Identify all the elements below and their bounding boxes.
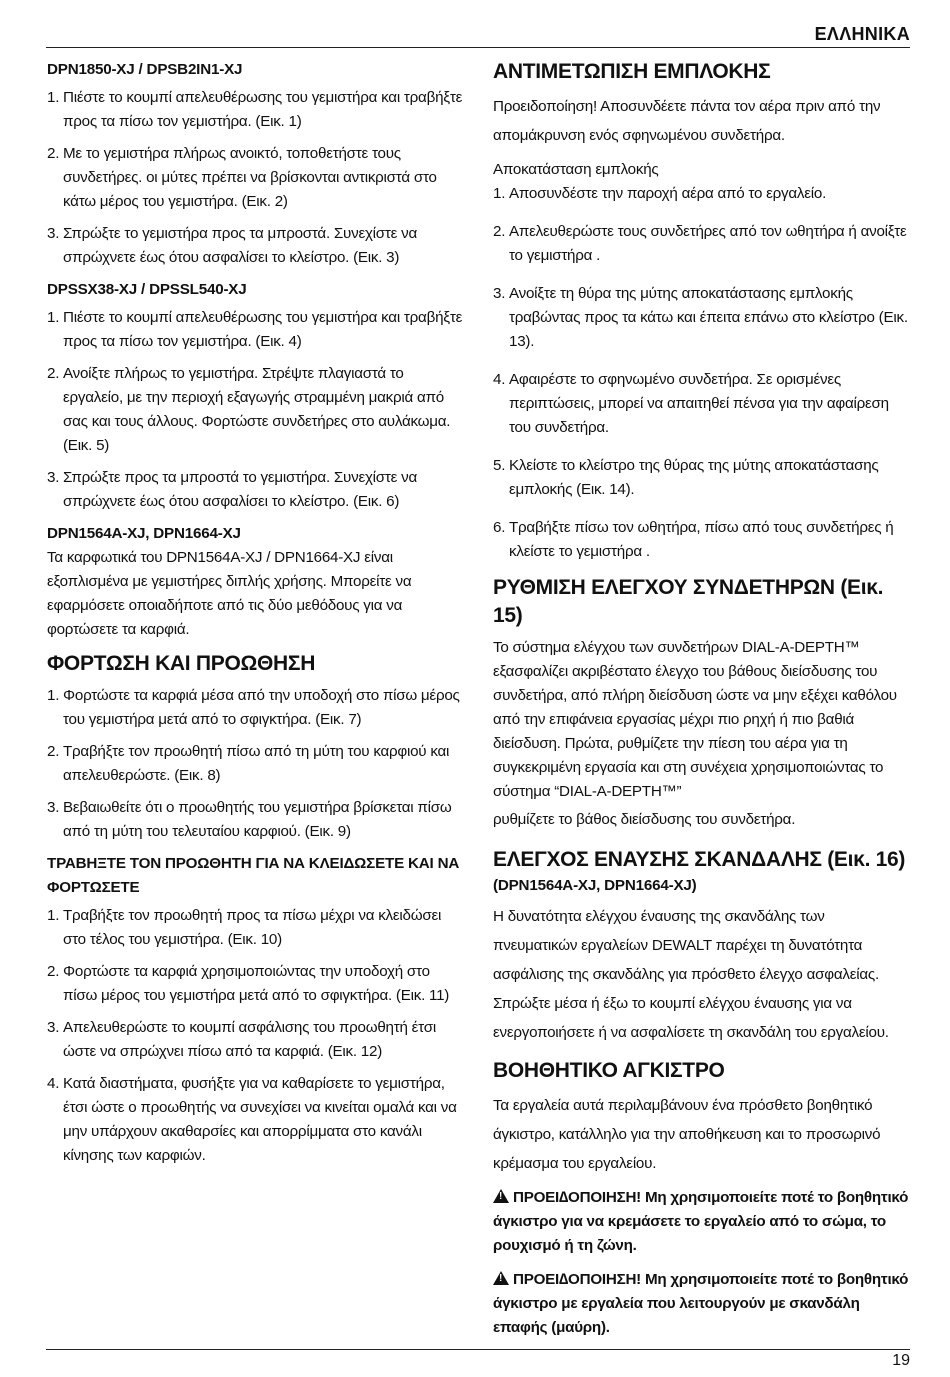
heading-depth-adjust: ΡΥΘΜΙΣΗ ΕΛΕΓΧΟΥ ΣΥΝΔΕΤΗΡΩΝ (Εικ. 15) bbox=[493, 576, 884, 627]
list-item: 2. Φορτώστε τα καρφιά χρησιμοποιώντας την υποδοχή στο πίσω μέρος του γεμιστήρα μετά από το σφιγκτήρα. (Εικ. 11) bbox=[47, 963, 450, 1004]
list-dpssx38 bbox=[47, 306, 465, 514]
paragraph-dpn1564: Τα καρφωτικά του DPN1564A-XJ / DPN1664-XJ είναι εξοπλισμένα με γεμιστήρες διπλής χρήσης. Μπορείτε να εφαρμόσετε οποιαδήποτε από τις δύο μεθόδους για να φορτώσετε τα καρφιά. bbox=[47, 549, 412, 638]
list-item: 3. Ανοίξτε τη θύρα της μύτης αποκατάστασης εμπλοκής τραβώντας προς τα κάτω και έπειτα επάνω στο κλείστρο (Εικ. 13). bbox=[493, 285, 908, 350]
warning-triangle-icon bbox=[493, 1271, 509, 1285]
paragraph-trigger-lock: Η δυνατότητα ελέγχου έναυσης της σκανδάλης των πνευματικών εργαλείων DEWALT παρέχει τη δυνατότητα ασφάλισης της σκανδάλης για πρόσθετο έλεγχο ασφαλείας. Σπρώξτε μέσα ή έξω το κουμπί ελέγχου έναυσης για να ενεργοποιήσετε ή να ασφαλίσετε τη σκανδάλη του εργαλείου. bbox=[493, 908, 889, 1041]
header-rule bbox=[46, 47, 910, 48]
heading-trigger-lock: ΕΛΕΓΧΟΣ ΕΝΑΥΣΗΣ ΣΚΑΝΔΑΛΗΣ (Εικ. 16) bbox=[493, 848, 906, 871]
language-label: ΕΛΛΗΝΙΚΑ bbox=[814, 24, 910, 44]
section-title-dpn1850: DPN1850-XJ / DPSB2IN1-XJ bbox=[47, 61, 243, 78]
list-item: 5. Κλείστε το κλείστρο της θύρας της μύτης αποκατάστασης εμπλοκής (Εικ. 14). bbox=[493, 457, 879, 498]
list-item: 4. Κατά διαστήματα, φυσήξτε για να καθαρίσετε το γεμιστήρα, έτσι ώστε ο προωθητής να συνεχίσει να κινείται ομαλά και να μην υπάρχουν ακαθαρσίες και απορρίμματα στο κανάλι κίνησης των καρφιών. bbox=[47, 1075, 457, 1164]
list-item: 2. Απελευθερώστε τους συνδετήρες από τον ωθητήρα ή ανοίξτε το γεμιστήρα . bbox=[493, 223, 907, 264]
list-item: 3. Σπρώξτε το γεμιστήρα προς τα μπροστά. Συνεχίστε να σπρώχνετε έως ότου ασφαλίσει το κλείστρο. (Εικ. 3) bbox=[47, 225, 418, 266]
list-item: 1. Φορτώστε τα καρφιά μέσα από την υποδοχή στο πίσω μέρος του γεμιστήρα μετά από το σφιγκτήρα. (Εικ. 7) bbox=[47, 687, 460, 728]
list-loading bbox=[47, 684, 465, 844]
paragraph-depth-adjust: Το σύστημα ελέγχου των συνδετήρων DIAL-A-DEPTH™ εξασφαλίζει ακριβέστατο έλεγχο του βάθους διείσδυσης του συνδετήρα, από πλήρη διείσδυση ώστε να μην εξέχει καθόλου από την επιφάνεια εργασίας μέχρι πιο ρηχή ή πιο βαθιά διείσδυση. Πρώτα, ρυθμίζετε την πίεση του αέρα για τη συγκεκριμένη εργασία και στη συνέχεια χρησιμοποιώντας το σύστημα “DIAL-A-DEPTH™” bbox=[493, 639, 897, 800]
list-item: 1. Πιέστε το κουμπί απελευθέρωσης του γεμιστήρα και τραβήξτε προς τα πίσω τον γεμιστήρα. (Εικ. 1) bbox=[47, 89, 463, 130]
trigger-lock-models: (DPN1564A-XJ, DPN1664-XJ) bbox=[493, 877, 697, 894]
list-item: 1. Αποσυνδέστε την παροχή αέρα από το εργαλείο. bbox=[493, 185, 827, 202]
list-item: 2. Με το γεμιστήρα πλήρως ανοικτό, τοποθετήστε τους συνδετήρες. οι μύτες πρέπει να βρίσκονται αντικριστά στο κάτω μέρος του γεμιστήρα. (Εικ. 2) bbox=[47, 145, 437, 210]
left-column bbox=[47, 58, 465, 1176]
list-item: 3. Σπρώξτε προς τα μπροστά το γεμιστήρα. Συνεχίστε να σπρώχνετε έως ότου ασφαλίσει το κλείστρο. (Εικ. 6) bbox=[47, 469, 418, 510]
paragraph-jam-warning: Προειδοποίηση! Αποσυνδέετε πάντα τον αέρα πριν από την απομάκρυνση ενός σφηνωμένου συνδετήρα. bbox=[493, 98, 881, 144]
list-item: 3. Απελευθερώστε το κουμπί ασφάλισης του προωθητή έτσι ώστε να σπρώχνει πίσω από τα καρφιά. (Εικ. 12) bbox=[47, 1019, 436, 1060]
section-title-pull-pusher: ΤΡΑΒΗΞΤΕ ΤΟΝ ΠΡΟΩΘΗΤΗ ΓΙΑ ΝΑ ΚΛΕΙΔΩΣΕΤΕ ΚΑΙ ΝΑ ΦΟΡΤΩΣΕΤΕ bbox=[47, 855, 460, 896]
list-item: 2. Τραβήξτε τον προωθητή πίσω από τη μύτη του καρφιού και απελευθερώστε. (Εικ. 8) bbox=[47, 743, 450, 784]
warning-belt-hook-2: !ΠΡΟΕΙ∆ΟΠΟΙΗΣΗ! Μη χρησιμοποιείτε ποτέ το βοηθητικό άγκιστρο με εργαλεία που λειτουργούν με σκανδάλη επαφής (μαύρη). bbox=[493, 1268, 911, 1340]
heading-loading: ΦΟΡΤΩΣΗ ΚΑΙ ΠΡΟΩΘΗΣΗ bbox=[47, 652, 316, 675]
list-jam-clearing bbox=[493, 182, 911, 564]
list-item: 3. Βεβαιωθείτε ότι ο προωθητής του γεμιστήρα βρίσκεται πίσω από τη μύτη του τελευταίου καρφιού. (Εικ. 9) bbox=[47, 799, 452, 840]
list-item: 4. Αφαιρέστε το σφηνωμένο συνδετήρα. Σε ορισμένες περιπτώσεις, μπορεί να απαιτηθεί πένσα για την αφαίρεση του συνδετήρα. bbox=[493, 371, 889, 436]
warning-triangle-icon bbox=[493, 1189, 509, 1203]
page-number: 19 bbox=[892, 1352, 910, 1369]
warning-belt-hook-1: !ΠΡΟΕΙ∆ΟΠΟΙΗΣΗ! Μη χρησιμοποιείτε ποτέ το βοηθητικό άγκιστρο για να κρεμάσετε το εργαλείο από το σώμα, το ρουχισμό ή τη ζώνη. bbox=[493, 1186, 911, 1258]
list-pull-pusher bbox=[47, 904, 465, 1168]
jam-subtitle: Αποκατάσταση εμπλοκής bbox=[493, 161, 659, 178]
list-item: 1. Πιέστε το κουμπί απελευθέρωσης του γεμιστήρα και τραβήξτε προς τα πίσω τον γεμιστήρα. (Εικ. 4) bbox=[47, 309, 463, 350]
list-item: 1. Τραβήξτε τον προωθητή προς τα πίσω μέχρι να κλειδώσει στο τέλος του γεμιστήρα. (Εικ. 10) bbox=[47, 907, 442, 948]
list-dpn1850 bbox=[47, 86, 465, 270]
right-column bbox=[493, 58, 911, 1350]
heading-belt-hook: ΒΟΗΘΗΤΙΚΟ ΑΓΚΙΣΤΡΟ bbox=[493, 1059, 725, 1082]
paragraph-belt-hook: Τα εργαλεία αυτά περιλαμβάνουν ένα πρόσθετο βοηθητικό άγκιστρο, κατάλληλο για την αποθήκευση και το προσωρινό κρέμασμα του εργαλείου. bbox=[493, 1097, 881, 1172]
list-item: 6. Τραβήξτε πίσω τον ωθητήρα, πίσω από τους συνδετήρες ή κλείστε το γεμιστήρα . bbox=[493, 519, 894, 560]
list-item: 2. Ανοίξτε πλήρως το γεμιστήρα. Στρέψτε πλαγιαστά το εργαλείο, με την περιοχή εξαγωγής στραμμένη μακριά από σας και τους άλλους. Φορτώστε συνδετήρες στο αυλάκωμα. (Εικ. 5) bbox=[47, 365, 451, 454]
section-title-dpn1564: DPN1564A-XJ, DPN1664-XJ bbox=[47, 525, 241, 542]
section-title-dpssx38: DPSSX38-XJ / DPSSL540-XJ bbox=[47, 281, 247, 298]
heading-jam-clearing: ΑΝΤΙΜΕΤΩΠΙΣΗ ΕΜΠΛΟΚΗΣ bbox=[493, 60, 771, 83]
paragraph-depth-adjust-2: ρυθμίζετε το βάθος διείσδυσης του συνδετήρα. bbox=[493, 811, 796, 828]
footer-rule bbox=[46, 1349, 910, 1350]
